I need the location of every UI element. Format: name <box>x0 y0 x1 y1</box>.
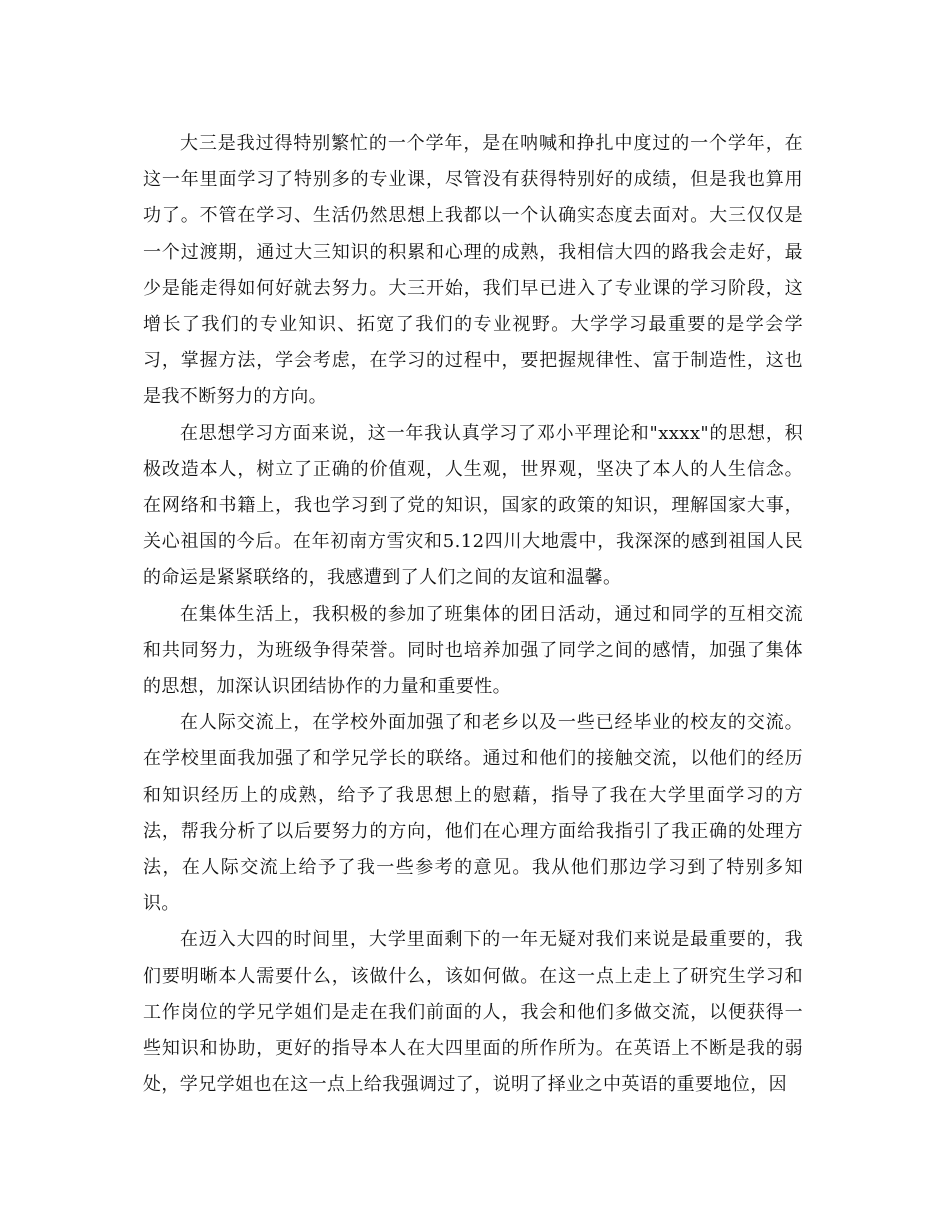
paragraph-senior-year: 在迈入大四的时间里，大学里面剩下的一年无疑对我们来说是最重要的，我们要明晰本人需要什么，该做什么，该如何做。在这一点上走上了研究生学习和工作岗位的学兄学姐们是走在我们前面的人，我会和他们多做交流，以便获得一些知识和协助，更好的指导本人在大四里面的所作所为。在英语上不断是我的弱处，学兄学姐也在这一点上给我强调过了，说明了择业之中英语的重要地位，因 <box>143 929 803 1096</box>
paragraph-ideological-study: 在思想学习方面来说，这一年我认真学习了邓小平理论和"xxxx"的思想，积极改造本人，树立了正确的价值观，人生观，世界观，坚决了本人的人生信念。在网络和书籍上，我也学习到了党的知识，国家的政策的知识，理解国家大事，关心祖国的今后。在年初南方雪灾和5.12四川大地震中，我深深的感到祖国人民的命运是紧紧联络的，我感遭到了人们之间的友谊和温馨。 <box>143 422 803 589</box>
paragraph-collective-life: 在集体生活上，我积极的参加了班集体的团日活动，通过和同学的互相交流和共同努力，为班级争得荣誉。同时也培养加强了同学之间的感情，加强了集体的思想，加深认识团结协作的力量和重要性。 <box>143 603 803 698</box>
paragraph-junior-year: 大三是我过得特别繁忙的一个学年，是在呐喊和挣扎中度过的一个学年，在这一年里面学习了特别多的专业课，尽管没有获得特别好的成绩，但是我也算用功了。不管在学习、生活仍然思想上我都以一个认确实态度去面对。大三仅仅是一个过渡期，通过大三知识的积累和心理的成熟，我相信大四的路我会走好，最少是能走得如何好就去努力。大三开始，我们早已进入了专业课的学习阶段，这增长了我们的专业知识、拓宽了我们的专业视野。大学学习最重要的是学会学习，掌握方法，学会考虑，在学习的过程中，要把握规律性、富于制造性，这也是我不断努力的方向。 <box>143 133 803 408</box>
paragraph-interpersonal-communication: 在人际交流上，在学校外面加强了和老乡以及一些已经毕业的校友的交流。在学校里面我加强了和学兄学长的联络。通过和他们的接触交流，以他们的经历和知识经历上的成熟，给予了我思想上的慰藉，指导了我在大学里面学习的方法，帮我分析了以后要努力的方向，他们在心理方面给我指引了我正确的处理方法，在人际交流上给予了我一些参考的意见。我从他们那边学习到了特别多知识。 <box>143 712 803 915</box>
document-body <box>143 126 803 1103</box>
